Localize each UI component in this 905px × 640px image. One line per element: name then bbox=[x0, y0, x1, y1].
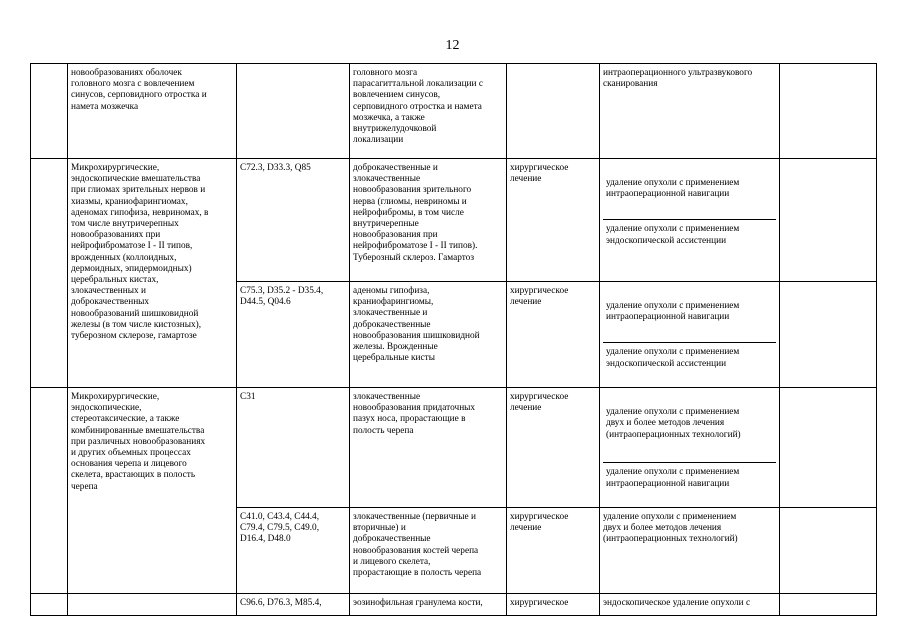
table-row bbox=[31, 594, 877, 616]
treatment-type-cell: хирургическое лечение bbox=[507, 159, 600, 282]
intervention-cell: Микрохирургические, эндоскопические, стереотаксические, а также комбинированные вмешательства при различных новообразованиях и других объемных процессах основания черепа и лицевого скелета, врастающих в полость черепа bbox=[68, 388, 237, 594]
method-item: удаление опухоли с применением эндоскопической ассистенции bbox=[603, 219, 776, 249]
icd-code-cell: C31 bbox=[237, 388, 350, 508]
diagnosis-cell: головного мозга парасагиттальной локализации с вовлечением синусов, серповидного отростка и намета мозжечка, а также внутрижелудочковой локализации bbox=[350, 64, 507, 159]
icd-code-cell: C41.0, C43.4, C44.4, C79.4, C79.5, C49.0, D16.4, D48.0 bbox=[237, 508, 350, 594]
intervention-cell: новообразованиях оболочек головного мозга с вовлечением синусов, серповидного отростка и намета мозжечка bbox=[68, 64, 237, 159]
tariff-cell bbox=[780, 282, 877, 388]
method-cell: интраоперационного ультразвукового сканирования bbox=[600, 64, 780, 159]
method-cell: эндоскопическое удаление опухоли с bbox=[600, 594, 780, 616]
row-number-cell bbox=[31, 159, 68, 388]
method-item: удаление опухоли с применением интраоперационной навигации bbox=[603, 462, 776, 492]
icd-code-cell: C75.3, D35.2 - D35.4, D44.5, Q04.6 bbox=[237, 282, 350, 388]
tariff-cell bbox=[780, 508, 877, 594]
diagnosis-cell: эозинофильная гранулема кости, bbox=[350, 594, 507, 616]
row-number-cell bbox=[31, 594, 68, 616]
method-item: удаление опухоли с применением эндоскопической ассистенции bbox=[603, 342, 776, 372]
row-number-cell bbox=[31, 388, 68, 594]
diagnosis-cell: аденомы гипофиза, краниофарингиомы, злокачественные и доброкачественные новообразования шишковидной железы. Врожденные церебральные кисты bbox=[350, 282, 507, 388]
tariff-cell bbox=[780, 64, 877, 159]
method-item: удаление опухоли с применением двух и более методов лечения (интраоперационных технологий) bbox=[606, 407, 741, 440]
method-cell: удаление опухоли с применением двух и более методов лечения (интраоперационных технологий) bbox=[600, 508, 780, 594]
table-row bbox=[31, 388, 877, 508]
treatment-table bbox=[30, 63, 877, 616]
method-cell bbox=[600, 282, 780, 388]
treatment-type-cell: хирургическое bbox=[507, 594, 600, 616]
method-cell bbox=[600, 159, 780, 282]
tariff-cell bbox=[780, 594, 877, 616]
icd-code-cell: C72.3, D33.3, Q85 bbox=[237, 159, 350, 282]
treatment-type-cell: хирургическое лечение bbox=[507, 508, 600, 594]
diagnosis-cell: злокачественные новообразования придаточных пазух носа, прорастающие в полость черепа bbox=[350, 388, 507, 508]
method-item: удаление опухоли с применением интраоперационной навигации bbox=[606, 178, 740, 200]
icd-code-cell: C96.6, D76.3, M85.4, bbox=[237, 594, 350, 616]
diagnosis-cell: злокачественные (первичные и вторичные) и доброкачественные новообразования костей черепа и лицевого скелета, прорастающие в полость черепа bbox=[350, 508, 507, 594]
method-cell bbox=[600, 388, 780, 508]
row-number-cell bbox=[31, 64, 68, 159]
tariff-cell bbox=[780, 388, 877, 508]
diagnosis-cell: доброкачественные и злокачественные новообразования зрительного нерва (глиомы, невриномы и нейрофибромы, в том числе внутричерепные новообразования при нейрофиброматозе I - II типов). Туберозный склероз. Гамартоз bbox=[350, 159, 507, 282]
treatment-type-cell: хирургическое лечение bbox=[507, 388, 600, 508]
icd-code-cell bbox=[237, 64, 350, 159]
table-row bbox=[31, 64, 877, 159]
tariff-cell bbox=[780, 159, 877, 282]
intervention-cell bbox=[68, 594, 237, 616]
method-item: удаление опухоли с применением интраоперационной навигации bbox=[606, 301, 740, 323]
intervention-cell: Микрохирургические, эндоскопические вмешательства при глиомах зрительных нервов и хиазмы, краниофарингиомах, аденомах гипофиза, невриномах, в том числе внутричерепных новообразованиях при нейрофиброматозе I - II типов, врожденных (коллоидных, дермоидных, эпидермоидных) церебральных кистах, злокачественных и доброкачественных новообразований шишковидной железы (в том числе кистозных), туберозном склерозе, гамартозе bbox=[68, 159, 237, 388]
treatment-type-cell: хирургическое лечение bbox=[507, 282, 600, 388]
page-number: 12 bbox=[445, 38, 460, 53]
treatment-type-cell bbox=[507, 64, 600, 159]
table-row bbox=[31, 159, 877, 282]
